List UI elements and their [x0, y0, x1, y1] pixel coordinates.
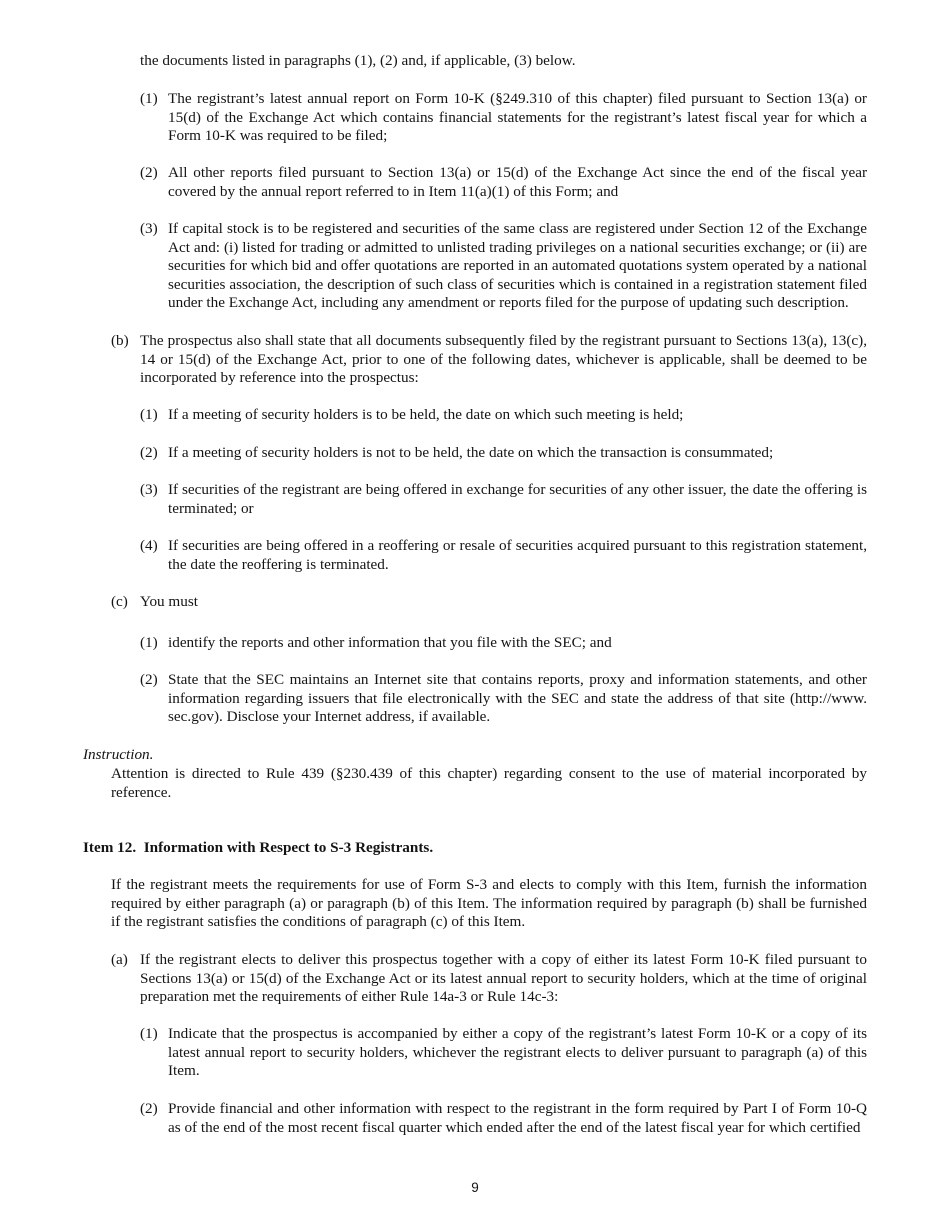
item-label: (3)	[140, 220, 158, 237]
paragraph-label: (a)	[111, 951, 128, 968]
item-label: (1)	[140, 634, 158, 651]
item-text: The registrant’s latest annual report on Form 10-K (§249.310 of this chapter) filed pursuant to Section 13(a) or 15(d) of the Exchange Act which contains financial statements for the registrant’s latest fiscal year for which a Form 10-K was required to be filed;	[168, 90, 867, 145]
item-label: (2)	[140, 1100, 158, 1117]
item-label: (1)	[140, 1025, 158, 1042]
paragraph-c	[111, 593, 867, 612]
item-label: (4)	[140, 537, 158, 554]
paragraph-text: If the registrant elects to deliver this prospectus together with a copy of either its latest Form 10-K filed pursuant to Sections 13(a) or 15(d) of the Exchange Act or its latest annual report to security holders, which at the time of original preparation met the requirements of either Rule 14a-3 or Rule 14c-3:	[140, 951, 867, 1006]
paragraph-b	[111, 332, 867, 388]
section-heading: Item 12. Information with Respect to S-3 Registrants.	[83, 839, 434, 856]
item-text: Indicate that the prospectus is accompanied by either a copy of the registrant’s latest Form 10-K or a copy of its latest annual report to security holders, whichever the registrant elects to deliver pursuant to paragraph (a) of this Item.	[168, 1025, 867, 1080]
item-text: If a meeting of security holders is not to be held, the date on which the transaction is consummated;	[168, 444, 774, 461]
list-item	[140, 537, 867, 574]
item-text: If securities are being offered in a reoffering or resale of securities acquired pursuant to this registration statement, the date the reoffering is terminated.	[168, 537, 867, 573]
paragraph-text: You must	[140, 593, 198, 610]
paragraph-a	[111, 951, 867, 1007]
section-intro: If the registrant meets the requirements for use of Form S-3 and elects to comply with this Item, furnish the information required by either paragraph (a) or paragraph (b) of this Item. The information required by paragraph (b) shall be furnished if the registrant satisfies the conditions of paragraph (c) of this Item.	[111, 876, 867, 931]
item-text: All other reports filed pursuant to Section 13(a) or 15(d) of the Exchange Act since the end of the fiscal year covered by the annual report referred to in Item 11(a)(1) of this Form; and	[168, 164, 867, 200]
list-item	[140, 671, 867, 727]
item-label: (1)	[140, 90, 158, 107]
item-label: (2)	[140, 444, 158, 461]
paragraph-text: The prospectus also shall state that all documents subsequently filed by the registrant pursuant to Sections 13(a), 13(c), 14 or 15(d) of the Exchange Act, prior to one of the following dates, whichever is applicable, shall be deemed to be incorporated by reference into the prospectus:	[140, 332, 867, 387]
item-text: State that the SEC maintains an Internet site that contains reports, proxy and information statements, and other information regarding issuers that file electronically with the SEC and state the address of that site (http://www. sec.gov). Disclose your Internet address, if available.	[168, 671, 867, 726]
item-label: (1)	[140, 406, 158, 423]
item-text: If a meeting of security holders is to be held, the date on which such meeting is held;	[168, 406, 684, 423]
item-text: Provide financial and other information with respect to the registrant in the form required by Part I of Form 10-Q as of the end of the most recent fiscal quarter which ended after the end of the latest fiscal year for which certified	[168, 1100, 867, 1136]
list-item	[140, 90, 867, 146]
paragraph-label: (c)	[111, 593, 128, 610]
item-text: identify the reports and other information that you file with the SEC; and	[168, 634, 612, 651]
page-number: 9	[471, 1180, 479, 1195]
list-item	[140, 220, 867, 313]
item-text: If securities of the registrant are being offered in exchange for securities of any other issuer, the date the offering is terminated; or	[168, 481, 867, 517]
paragraph-label: (b)	[111, 332, 129, 349]
instruction-text: Attention is directed to Rule 439 (§230.439 of this chapter) regarding consent to the use of material incorporated by reference.	[111, 765, 867, 801]
list-item	[140, 634, 867, 653]
item-label: (2)	[140, 671, 158, 688]
list-item	[140, 1025, 867, 1081]
list-item	[140, 481, 867, 518]
item-text: If capital stock is to be registered and securities of the same class are registered under Section 12 of the Exchange Act and: (i) listed for trading or admitted to unlisted trading privileges on a national securities exchange; or (ii) are securities for which bid and offer quotations are reported in an automated quotations system operated by a national securities association, the description of such class of securities which is contained in a registration statement filed under the Exchange Act, including any amendment or reports filed for the purpose of updating such description.	[168, 220, 867, 312]
item-label: (3)	[140, 481, 158, 498]
list-item	[140, 406, 867, 425]
list-item	[140, 164, 867, 201]
item-label: (2)	[140, 164, 158, 181]
list-item	[140, 444, 867, 463]
instruction-heading: Instruction.	[83, 746, 154, 763]
list-item	[140, 1100, 867, 1137]
intro-text: the documents listed in paragraphs (1), (2) and, if applicable, (3) below.	[140, 52, 576, 69]
